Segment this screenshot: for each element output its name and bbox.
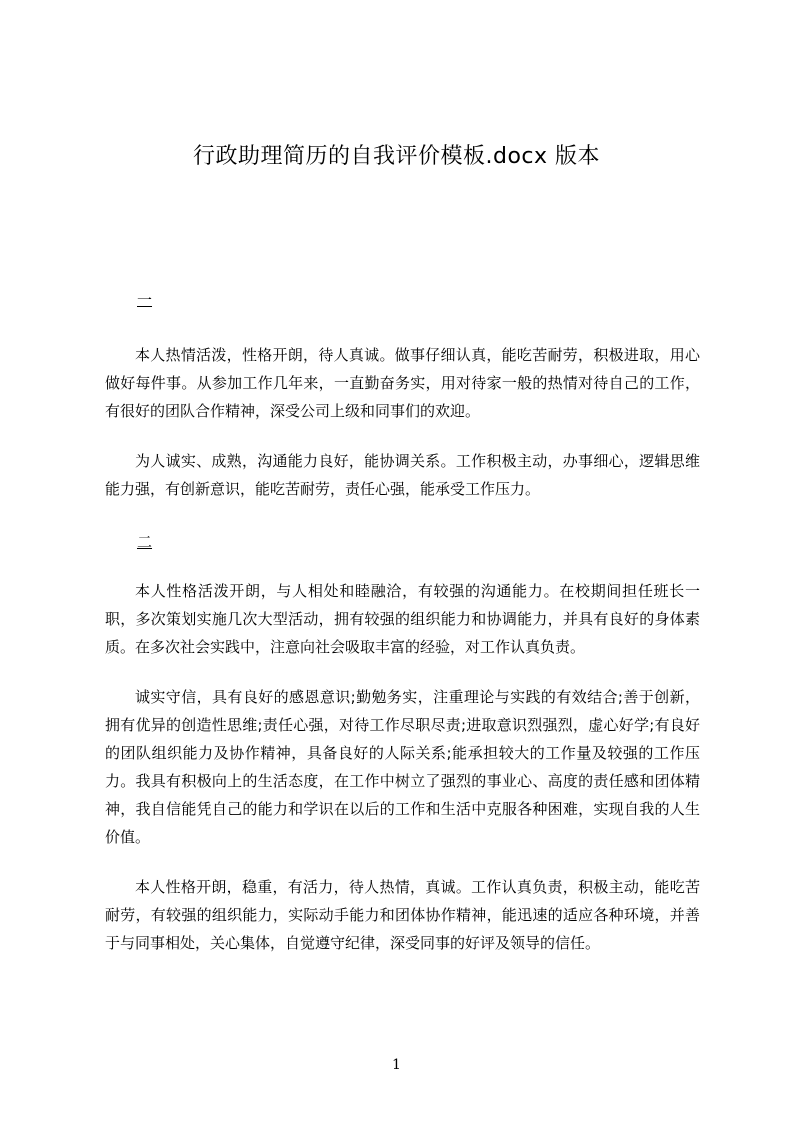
paragraph-2-1: 本人性格活泼开朗，与人相处和睦融洽，有较强的沟通能力。在校期间担任班长一职，多次策划实施几次大型活动，拥有较强的组织能力和协调能力，并具有良好的身体素质。在多次社会实践中，注意向社会吸取丰富的经验，对工作认真负责。: [105, 582, 700, 656]
section-marker-1: 一: [137, 291, 153, 309]
paragraph-1-1: 本人热情活泼，性格开朗，待人真诚。做事仔细认真，能吃苦耐劳，积极进取，用心做好每件事。从参加工作几年来，一直勤奋务实，用对待家一般的热情对待自己的工作，有很好的团队合作精神，深受公司上级和同事们的欢迎。: [105, 346, 700, 420]
document-title: 行政助理简历的自我评价模板.docx 版本: [192, 144, 601, 169]
paragraph-2-2: 诚实守信，具有良好的感恩意识;勤勉务实，注重理论与实践的有效结合;善于创新，拥有优异的创造性思维;责任心强，对待工作尽职尽责;进取意识烈强烈，虚心好学;有良好的团队组织能力及协作精神，具备良好的人际关系;能承担较大的工作量及较强的工作压力。我具有积极向上的生活态度，在工作中树立了强烈的事业心、高度的责任感和团体精神，我自信能凭自己的能力和学识在以后的工作和生活中克服各种困难，实现自我的人生价值。: [105, 688, 700, 846]
paragraph-1-2: 为人诚实、成熟，沟通能力良好，能协调关系。工作积极主动，办事细心，逻辑思维能力强，有创新意识，能吃苦耐劳，责任心强，能承受工作压力。: [105, 452, 700, 498]
section-marker-2: 二: [137, 533, 153, 551]
page-number: 1: [392, 1057, 401, 1073]
paragraph-2-3: 本人性格开朗，稳重，有活力，待人热情，真诚。工作认真负责，积极主动，能吃苦耐劳，有较强的组织能力，实际动手能力和团体协作精神，能迅速的适应各种环境，并善于与同事相处，关心集体，自觉遵守纪律，深受同事的好评及领导的信任。: [105, 878, 700, 952]
